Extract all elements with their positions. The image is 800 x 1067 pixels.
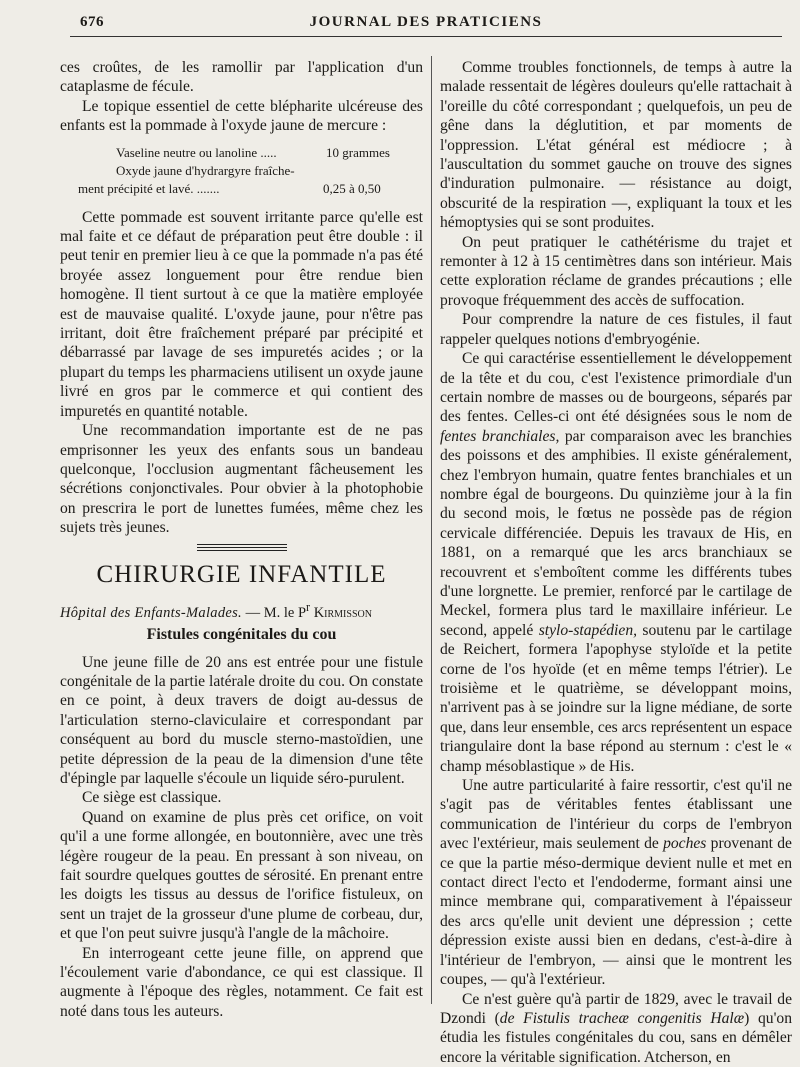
section-title: CHIRURGIE INFANTILE: [60, 565, 423, 584]
paragraph: En interrogeant cette jeune fille, on apprend que l'écoulement varie d'abondance, ce qui est classique. Il augmente à l'époque des règles, notamment. Ce fait est noté dans tous les auteurs.: [60, 944, 423, 1022]
prescription: [60, 144, 423, 198]
running-title: JOURNAL DES PRATICIENS: [70, 14, 782, 31]
prescription-ingredient: Vaseline neutre ou lanoline .....: [60, 144, 326, 162]
paragraph: ces croûtes, de les ramollir par l'application d'un cataplasme de fécule.: [60, 58, 423, 97]
byline-superscript: r: [306, 600, 310, 614]
byline-prefix: — M. le P: [242, 605, 306, 621]
italic-term: de Fistulis tracheæ congenitis Halæ: [500, 1010, 744, 1027]
article-title: Fistules congénitales du cou: [60, 625, 423, 644]
byline-hospital: Hôpital des Enfants-Malades.: [60, 605, 242, 621]
text-run: Une autre particularité à faire ressortir, c'est qu'il ne s'agit pas de véritables fentes établissant une communication de l'intérieur du corps de l'embryon avec l'extérieur, mais seulement de: [440, 777, 792, 852]
italic-term: stylo-stapédien,: [539, 622, 637, 639]
text-run: Ce n'est guère qu'à partir de 1829, avec le travail de Dzondi (: [440, 991, 792, 1027]
text-run: provenant de ce que la partie méso-dermique devient nulle et met en contact direct l'ecto et l'endoderme, formant ainsi une mince membrane qui, comparativement à l'épaisseur des arcs qu'elle unit devient une dépression ; cette dépression existe aussi bien en dedans, c'est-à-dire à l'intérieur de l'embryon, — ainsi que le montrent les coupes, — qu'à l'extérieur.: [440, 835, 792, 988]
prescription-dose: 0,25 à 0,50: [323, 180, 423, 198]
prescription-ingredient: Oxyde jaune d'hydrargyre fraîche-: [60, 162, 295, 180]
paragraph: [440, 349, 792, 776]
text-run: soutenu par le cartilage de Reichert, formera l'apophyse styloïde et la petite corne de l'os hyoïde (et en même temps l'étrier). Le troisième et le quatrième, se développant moins, n'arrivent pas à se joindre sur la ligne médiane, de sorte que, dans leur ensemble, ces arcs représentent un espace triangulaire dont la base répond au sternum : c'est le « champ mésoblastique » de His.: [440, 622, 792, 775]
prescription-ingredient: ment précipité et lavé. .......: [60, 180, 323, 198]
page-header: [70, 10, 782, 36]
right-column: [440, 58, 792, 1067]
text-run: ) qu'on étudia les fistules congénitales du cou, sans en démêler encore la véritable signification. Atcherson, en: [440, 1010, 792, 1066]
text-run: par comparaison avec les branchies des poissons et des amphibies. Il existe généralement, chez l'embryon humain, quatre fentes branchiales et un nombre égal de bourgeons. Du quinzième jour à la fin du second mois, le fœtus ne possède pas de région cervicale différenciée. Depuis les travaux de His, en 1881, on a remarqué que les arcs branchiaux se recouvrent et s'emboîtent comme les différents tubes d'une lorgnette. Le premier, renforcé par le cartilage de Meckel, formera plus tard le maxillaire inférieur. Le second, appelé: [440, 428, 792, 639]
section-separator: [197, 544, 287, 551]
byline: [60, 598, 423, 623]
paragraph: Comme troubles fonctionnels, de temps à autre la malade ressentait de légères douleurs qu'elle rattachait à l'oreille du côté correspondant ; quelquefois, un peu de gêne dans la déglutition, et par moments de l'oppression. L'état général est médiocre ; à l'auscultation du sommet gauche on trouve des signes d'induration pulmonaire. — résistance au doigt, obscurité de la respiration —, expliquant la toux et les hémoptysies qui se sont produites.: [440, 58, 792, 233]
byline-author: Kirmisson: [314, 605, 372, 621]
italic-term: poches: [663, 835, 706, 852]
text-run: Ce qui caractérise essentiellement le développement de la tête et du cou, c'est l'existence primordiale d'un certain nombre de masses ou de bourgeons, séparés par des fentes. Celles-ci ont été désignées sous le nom de: [440, 350, 792, 425]
paragraph: Cette pommade est souvent irritante parce qu'elle est mal faite et ce défaut de préparation peut être double : il peut tenir en premier lieu à ce que la pommade n'a pas été broyée assez longuement pour être rendue bien homogène. Il tient surtout à ce que la matière employée est de mauvaise qualité. L'oxyde jaune, pour n'être pas irritant, doit être fraîchement préparé par précipité et débarrassé par lavage de ses impuretés acides ; or la plupart du temps les pharmaciens utilisent un oxyde jaune livré en gros par le commerce et qui contient des impuretés en quantité notable.: [60, 208, 423, 421]
paragraph: [440, 776, 792, 989]
left-column: [60, 58, 423, 1021]
paragraph: Une recommandation importante est de ne pas emprisonner les yeux des enfants sous un bandeau quelconque, l'occlusion augmentant fâcheusement les sécrétions conjonctivales. Pour obvier à la photophobie on prescrira le port de lunettes fumées, même chez les sujets très jeunes.: [60, 421, 423, 537]
column-divider: [431, 56, 432, 1004]
paragraph: Le topique essentiel de cette blépharite ulcéreuse des enfants est la pommade à l'oxyde jaune de mercure :: [60, 97, 423, 136]
prescription-dose: 10 grammes: [326, 144, 423, 162]
paragraph: Pour comprendre la nature de ces fistules, il faut rappeler quelques notions d'embryogénie.: [440, 310, 792, 349]
paragraph: [440, 990, 792, 1067]
page-number: 676: [80, 14, 104, 31]
paragraph: Quand on examine de plus près cet orifice, on voit qu'il a une forme allongée, en boutonnière, avec une très légère rougeur de la peau. En pressant à son niveau, on fait sourdre quelques gouttes de sérosité. En prenant entre les doigts les tissus au dessus de l'orifice fistuleux, on sent un trajet de la grosseur d'une plume de corbeau, dur, et que l'on peut suivre jusqu'à l'angle de la mâchoire.: [60, 808, 423, 944]
italic-term: fentes branchiales,: [440, 428, 559, 445]
paragraph: On peut pratiquer le cathétérisme du trajet et remonter à 12 à 15 centimètres dans son intérieur. Mais cette exploration réclame de grandes précautions ; elle provoque fréquemment des accès de suffocation.: [440, 233, 792, 311]
paragraph: Ce siège est classique.: [60, 788, 423, 807]
paragraph: Une jeune fille de 20 ans est entrée pour une fistule congénitale de la partie latérale droite du cou. On constate en ce point, à deux travers de doigt au-dessus de l'articulation sterno-claviculaire et correspondant par conséquent au bord du muscle sterno-mastoïdien, une petite dépression de la peau de la dimension d'une tête d'épingle par laquelle s'écoule un liquide séro-purulent.: [60, 653, 423, 789]
header-rule: [70, 36, 782, 37]
